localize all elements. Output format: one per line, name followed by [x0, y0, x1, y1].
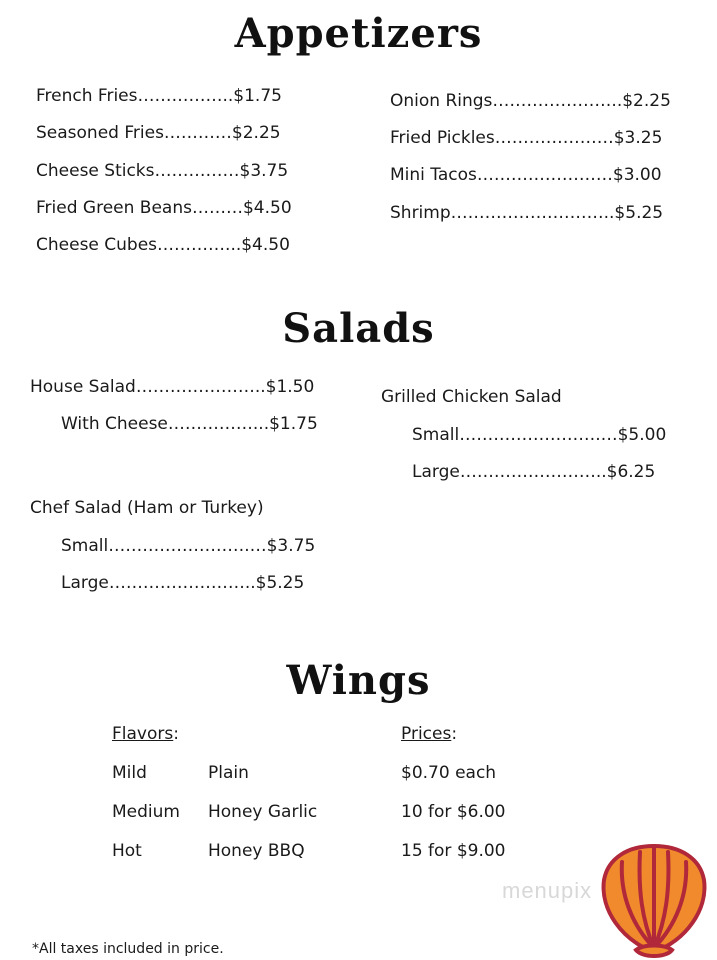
salad-item-house-cheese: With Cheese……………...$1.75 — [61, 414, 318, 434]
appetizer-item-seasoned-fries: Seasoned Fries…………$2.25 — [36, 123, 281, 143]
salad-item-grilled-large: Large……………………..$6.25 — [412, 462, 656, 482]
appetizer-item-cheese-cubes: Cheese Cubes…………...$4.50 — [36, 235, 290, 255]
salad-item-grilled-chicken: Grilled Chicken Salad — [381, 387, 562, 407]
wings-flavors-colon: : — [173, 724, 179, 744]
salad-item-grilled-small: Small…………………….…$5.00 — [412, 425, 667, 445]
wings-flavor-honey-bbq: Honey BBQ — [208, 841, 305, 861]
wings-prices-colon: : — [451, 724, 458, 744]
appetizer-item-onion-rings: Onion Rings…………………..$2.25 — [390, 91, 671, 111]
appetizer-item-mini-tacos: Mini Tacos……………………$3.00 — [390, 165, 662, 185]
wings-prices-text: Prices — [401, 724, 452, 744]
wings-flavors-text: Flavors — [112, 724, 174, 744]
wings-price-15: 15 for $9.00 — [401, 841, 506, 861]
appetizer-item-fried-pickles: Fried Pickles…………………$3.25 — [390, 128, 663, 148]
wings-heat-medium: Medium — [112, 802, 180, 822]
appetizer-item-shrimp: Shrimp………………………..$5.25 — [390, 203, 664, 223]
appetizer-item-cheese-sticks: Cheese Sticks……………$3.75 — [36, 161, 289, 181]
wings-flavors-label — [112, 724, 179, 744]
salad-item-chef-small: Small…………………….…$3.75 — [61, 536, 316, 556]
tax-footnote: *All taxes included in price. — [32, 941, 224, 957]
salads-heading: Salads — [282, 305, 435, 352]
salad-item-chef-large: Large……………………..$5.25 — [61, 573, 305, 593]
seashell-icon — [592, 840, 717, 960]
wings-flavor-plain: Plain — [208, 763, 249, 783]
wings-heat-mild: Mild — [112, 763, 147, 783]
wings-flavor-honey-garlic: Honey Garlic — [208, 802, 318, 822]
wings-price-each: $0.70 each — [401, 763, 497, 783]
appetizer-item-fried-green-beans: Fried Green Beans………$4.50 — [36, 198, 292, 218]
wings-heat-hot: Hot — [112, 841, 142, 861]
salad-item-house: House Salad…………………..$1.50 — [30, 377, 315, 397]
wings-price-10: 10 for $6.00 — [401, 802, 506, 822]
salad-item-chef: Chef Salad (Ham or Turkey) — [30, 498, 264, 518]
shell-base — [636, 946, 672, 957]
appetizer-item-french-fries: French Fries……………..$1.75 — [36, 86, 282, 106]
appetizers-heading: Appetizers — [234, 10, 483, 57]
wings-prices-label — [401, 724, 457, 744]
wings-heading: Wings — [286, 657, 431, 704]
menupix-watermark: menupix — [502, 878, 593, 903]
